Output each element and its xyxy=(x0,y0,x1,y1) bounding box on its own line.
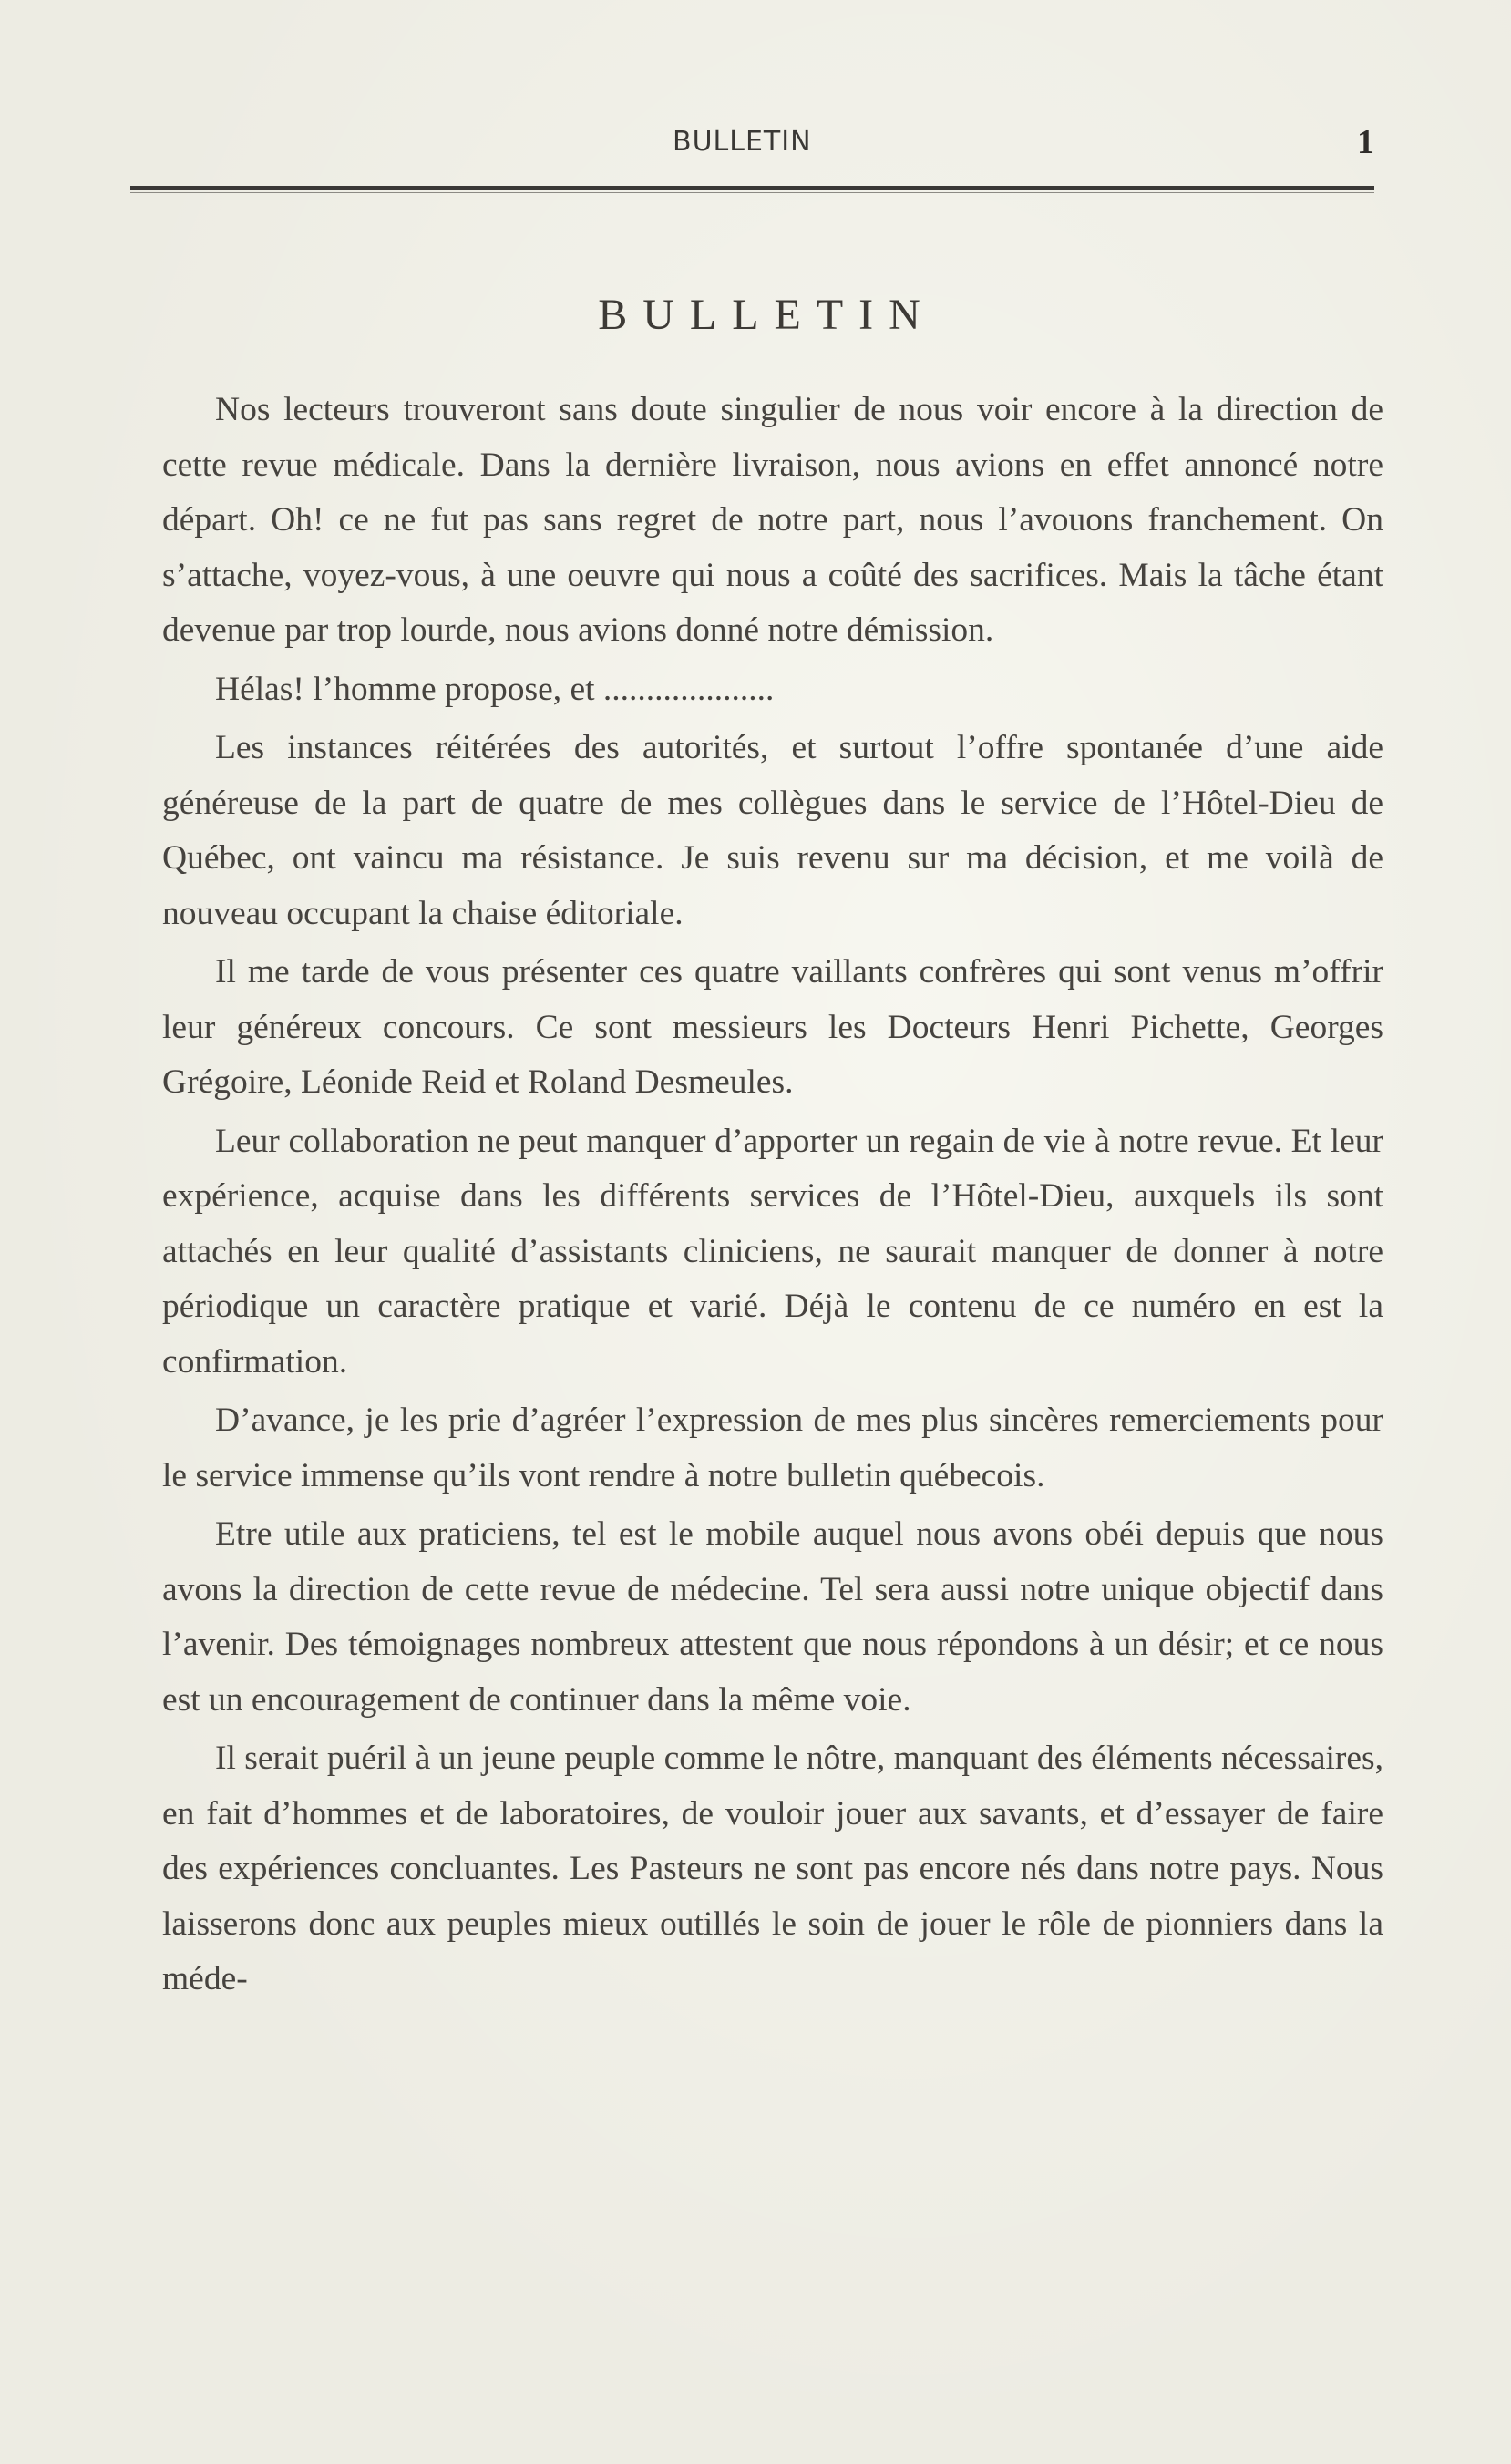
paragraph: Il me tarde de vous présenter ces quatre vaillants confrères qui sont venus m’offrir leur généreux concours. Ce sont messieurs les Docteurs Henri Pichette, Georges Grégoire, Léonide Reid et Roland Desmeules. xyxy=(162,953,1383,1101)
running-title: BULLETIN xyxy=(673,126,812,158)
paragraph: Leur collaboration ne peut manquer d’apporter un regain de vie à notre revue. Et leur expérience, acquise dans les différents services de l’Hôtel-Dieu, auxquels ils sont attachés en leur qualité d’assistants cliniciens, ne saurait manquer de donner à notre périodique un caractère pratique et varié. Déjà le contenu de ce numéro en est la confirmation. xyxy=(162,1122,1383,1381)
paragraph: Les instances réitérées des autorités, et surtout l’offre spontanée d’une aide généreuse de la part de quatre de mes collègues dans le service de l’Hôtel-Dieu de Québec, ont vaincu ma résistance. Je suis revenu sur ma décision, et me voilà de nouveau occupant la chaise éditoriale. xyxy=(162,729,1383,932)
paragraph: D’avance, je les prie d’agréer l’expression de mes plus sincères remerciements pour le service immense qu’ils vont rendre à notre bulletin québecois. xyxy=(162,1401,1383,1494)
page-header xyxy=(130,118,1374,164)
header-rule xyxy=(130,186,1374,190)
page-number: 1 xyxy=(1357,123,1374,161)
paragraph: Etre utile aux praticiens, tel est le mobile auquel nous avons obéi depuis que nous avons la direction de cette revue de médecine. Tel sera aussi notre unique objectif dans l’avenir. Des témoignages nombreux attestent que nous répondons à un désir; et ce nous est un encouragement de continuer dans la même voie. xyxy=(162,1515,1383,1719)
article-body xyxy=(162,383,1383,2011)
paragraph: Hélas! l’homme propose, et .................... xyxy=(215,670,775,708)
paragraph: Nos lecteurs trouveront sans doute singulier de nous voir encore à la direction de cette revue médicale. Dans la dernière livraison, nous avions en effet annoncé notre départ. Oh! ce ne fut pas sans regret de notre part, nous l’avouons franchement. On s’attache, voyez-vous, à une oeuvre qui nous a coûté des sacrifices. Mais la tâche étant devenue par trop lourde, nous avions donné notre démission. xyxy=(162,391,1383,649)
paragraph: Il serait puéril à un jeune peuple comme le nôtre, manquant des éléments nécessaires, en fait d’hommes et de laboratoires, de vouloir jouer aux savants, et d’essayer de faire des expériences concluantes. Les Pasteurs ne sont pas encore nés dans notre pays. Nous laisserons donc aux peuples mieux outillés le soin de jouer le rôle de pionniers dans la méde- xyxy=(162,1740,1383,1997)
article-title: BULLETIN xyxy=(598,291,936,339)
